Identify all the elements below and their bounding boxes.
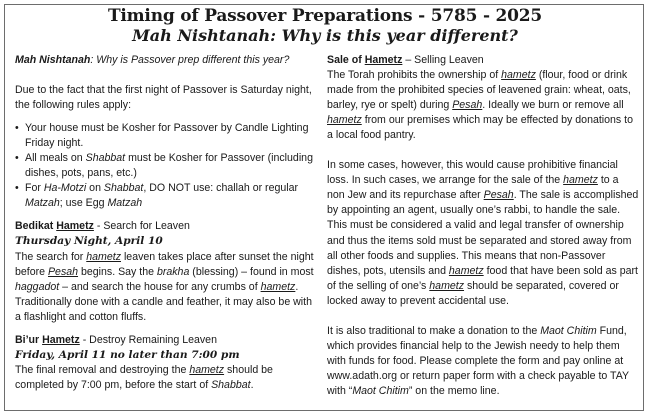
biur-name: Bi’ur — [15, 333, 43, 346]
sale-paragraph-3: It is also traditional to make a donation to the Maot Chitim Fund, which provides financial help to the Jewish needy to help them with funds for food. Please complete the form and pay online at www.adath.org or return paper form with a check payable to TAY with “Maot Chitim” on the memo line. — [327, 324, 629, 397]
sale-hametz: Hametz — [364, 54, 403, 66]
sale-paragraph-1: The Torah prohibits the ownership of hametz (flour, food or drink made from the prohibited species of leavened grain: wheat, oats, barley, rye or spelt) during Pesah. Ideally we burn or remove all hametz from our premises which may be effected by donations to a local food pantry. — [327, 69, 634, 142]
rule-item — [15, 121, 320, 151]
right-column — [327, 53, 639, 399]
biur-body: The final removal and destroying the hametz should be completed by 7:00 pm, before the start of Shabbat. — [15, 363, 273, 391]
rule-text: must be Kosher for Passover (including dishes, pots, pans, etc.) — [25, 152, 313, 180]
page-subtitle: Mah Nishtanah: Why is this year different? — [132, 26, 518, 45]
rule-text: For — [25, 182, 44, 195]
rule-text: on — [86, 182, 104, 195]
rules-note: Due to the fact that the first night of Passover is Saturday night, the following rules apply: — [15, 84, 312, 112]
sale-heading — [327, 53, 639, 68]
rule-term: Shabbat — [103, 182, 144, 195]
biur-hametz: Hametz — [42, 333, 80, 346]
intro-line — [15, 53, 320, 68]
sale-rest: – Selling Leaven — [402, 54, 484, 66]
bedikat-name: Bedikat — [15, 220, 57, 233]
rule-text: ; use Egg — [59, 197, 108, 210]
rule-item — [15, 181, 320, 211]
intro-rest: : Why is Passover prep different this year? — [90, 54, 290, 66]
biur-heading — [15, 333, 320, 348]
bedikat-rest: - Search for Leaven — [93, 220, 190, 233]
biur-when: Friday, April 11 no later than 7:00 pm — [15, 348, 240, 361]
rule-term: Matzah — [107, 197, 143, 210]
rule-term: Ha-Motzi — [43, 182, 87, 195]
rule-text: All meals on — [25, 152, 86, 165]
intro-bold: Mah Nishtanah — [15, 54, 91, 66]
bedikat-heading — [15, 219, 320, 234]
rule-term: Shabbat — [85, 152, 126, 165]
bedikat-hametz: Hametz — [56, 220, 94, 233]
bedikat-when: Thursday Night, April 10 — [15, 235, 163, 248]
bedikat-body: The search for hametz leaven takes place after sunset the night before Pesah begins. Say the brakha (blessing) – found in most haggadot – and search the house for any crumbs of hametz. Traditionally done with a candle and feather, it may also be with a flashlight and cotton fluffs. — [15, 250, 314, 323]
biur-rest: - Destroy Remaining Leaven — [79, 333, 217, 346]
sale-name: Sale of — [327, 54, 365, 66]
rule-text: Your house must be Kosher for Passover by Candle Lighting Friday night. — [25, 122, 309, 150]
header — [0, 6, 650, 46]
page-title: Timing of Passover Preparations - 5785 - 2025 — [107, 6, 543, 26]
sale-paragraph-2: In some cases, however, this would cause prohibitive financial loss. In such cases, we arrange for the sale of the hametz to a non Jew and its repurchase after Pesah. The sale is accomplished by appointing an agent, usually one’s rabbi, to handle the sale. This must be considered a valid and legal transfer of ownership and thus the items sold must be separated and stored away from all other foods and supplies. This means that non-Passover dishes, pots, utensils and hametz food that have been sold as part of the selling of one’s hametz should be separated, covered or locked away to prevent accidental use. — [327, 159, 639, 307]
left-column — [15, 53, 320, 393]
rules-list — [15, 121, 320, 211]
rule-item — [15, 151, 320, 181]
rule-term: Matzah — [25, 197, 60, 210]
rule-text: , DO NOT use: challah or regular — [143, 182, 299, 195]
